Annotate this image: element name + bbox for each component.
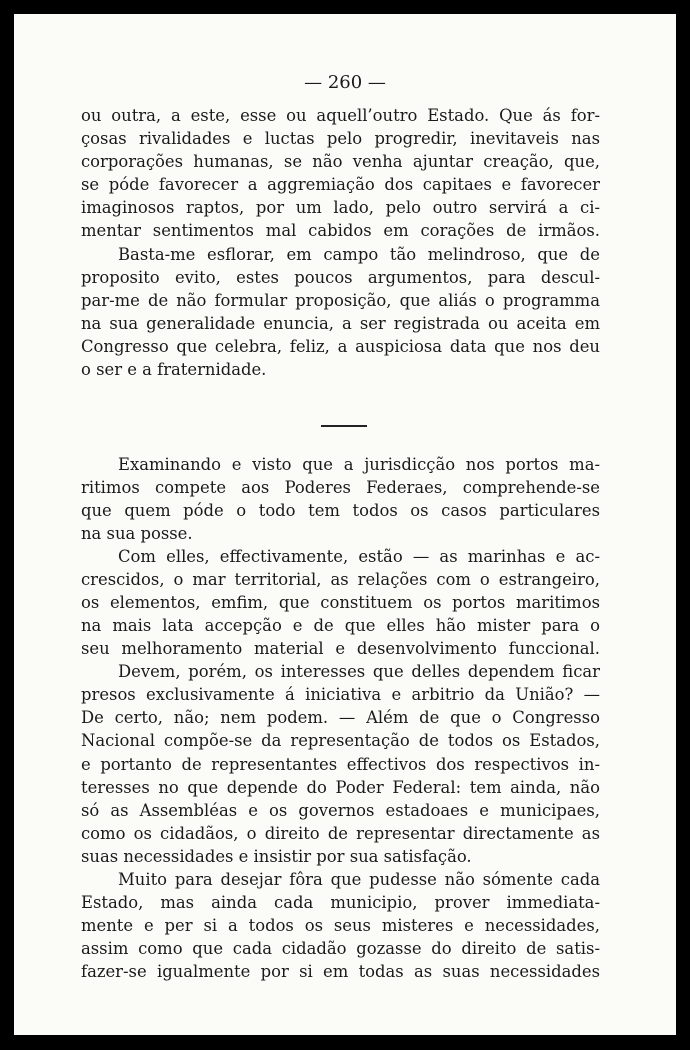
text-line: Nacional compõe-se da representação de todos os Estados, (81, 731, 600, 750)
text-line: só as Assembléas e os governos estadoaes e municipaes, (81, 801, 600, 820)
text-line: na sua posse. (81, 524, 193, 543)
text-line: Basta-me esflorar, em campo tão melindroso, que de (118, 245, 600, 264)
text-line: Com elles, effectivamente, estão — as marinhas e ac- (118, 547, 600, 566)
text-line: se póde favorecer a aggremiação dos capitaes e favorecer (81, 175, 600, 194)
text-line: o ser e a fraternidade. (81, 360, 267, 379)
text-line: suas necessidades e insistir por sua satisfação. (81, 847, 472, 866)
text-line: par-me de não formular proposição, que aliás o programma (81, 291, 600, 310)
text-line: e portanto de representantes effectivos dos respectivos in- (81, 755, 600, 774)
page-number: — 260 — (304, 72, 386, 93)
text-line: que quem póde o todo tem todos os casos particulares (81, 501, 600, 520)
text-line: como os cidadãos, o direito de representar directamente as (81, 824, 600, 843)
text-line: Devem, porém, os interesses que delles dependem ficar (118, 662, 600, 681)
text-line: çosas rivalidades e luctas pelo progredir, inevitaveis nas (81, 129, 600, 148)
text-line: ritimos compete aos Poderes Federaes, comprehende-se (81, 478, 600, 497)
text-line: Congresso que celebra, feliz, a auspiciosa data que nos deu (81, 337, 600, 356)
text-line: De certo, não; nem podem. — Além de que o Congresso (81, 708, 600, 727)
text-line: mentar sentimentos mal cabidos em corações de irmãos. (81, 221, 600, 240)
text-line: imaginosos raptos, por um lado, pelo outro servirá a ci- (81, 198, 600, 217)
text-line: crescidos, o mar territorial, as relações com o estrangeiro, (81, 570, 600, 589)
text-line: ou outra, a este, esse ou aquell’outro Estado. Que ás for- (81, 106, 600, 125)
text-line: Muito para desejar fôra que pudesse não sómente cada (118, 870, 600, 889)
text-line: fazer-se igualmente por si em todas as suas necessidades (81, 962, 600, 981)
text-line: corporações humanas, se não venha ajuntar creação, que, (81, 152, 600, 171)
section-separator (321, 425, 367, 427)
text-line: assim como que cada cidadão gozasse do direito de satis- (81, 939, 600, 958)
text-line: na sua generalidade enuncia, a ser registrada ou aceita em (81, 314, 600, 333)
text-line: Examinando e visto que a jurisdicção nos portos ma- (118, 455, 600, 474)
text-line: seu melhoramento material e desenvolvimento funccional. (81, 639, 600, 658)
book-page (14, 14, 676, 1035)
text-line: na mais lata accepção e de que elles hão mister para o (81, 616, 600, 635)
text-line: Estado, mas ainda cada municipio, prover immediata- (81, 893, 600, 912)
text-line: mente e per si a todos os seus misteres e necessidades, (81, 916, 600, 935)
text-line: proposito evito, estes poucos argumentos, para descul- (81, 268, 600, 287)
text-line: os elementos, emfim, que constituem os portos maritimos (81, 593, 600, 612)
text-line: teresses no que depende do Poder Federal: tem ainda, não (81, 778, 600, 797)
text-line: presos exclusivamente á iniciativa e arbitrio da União? — (81, 685, 600, 704)
